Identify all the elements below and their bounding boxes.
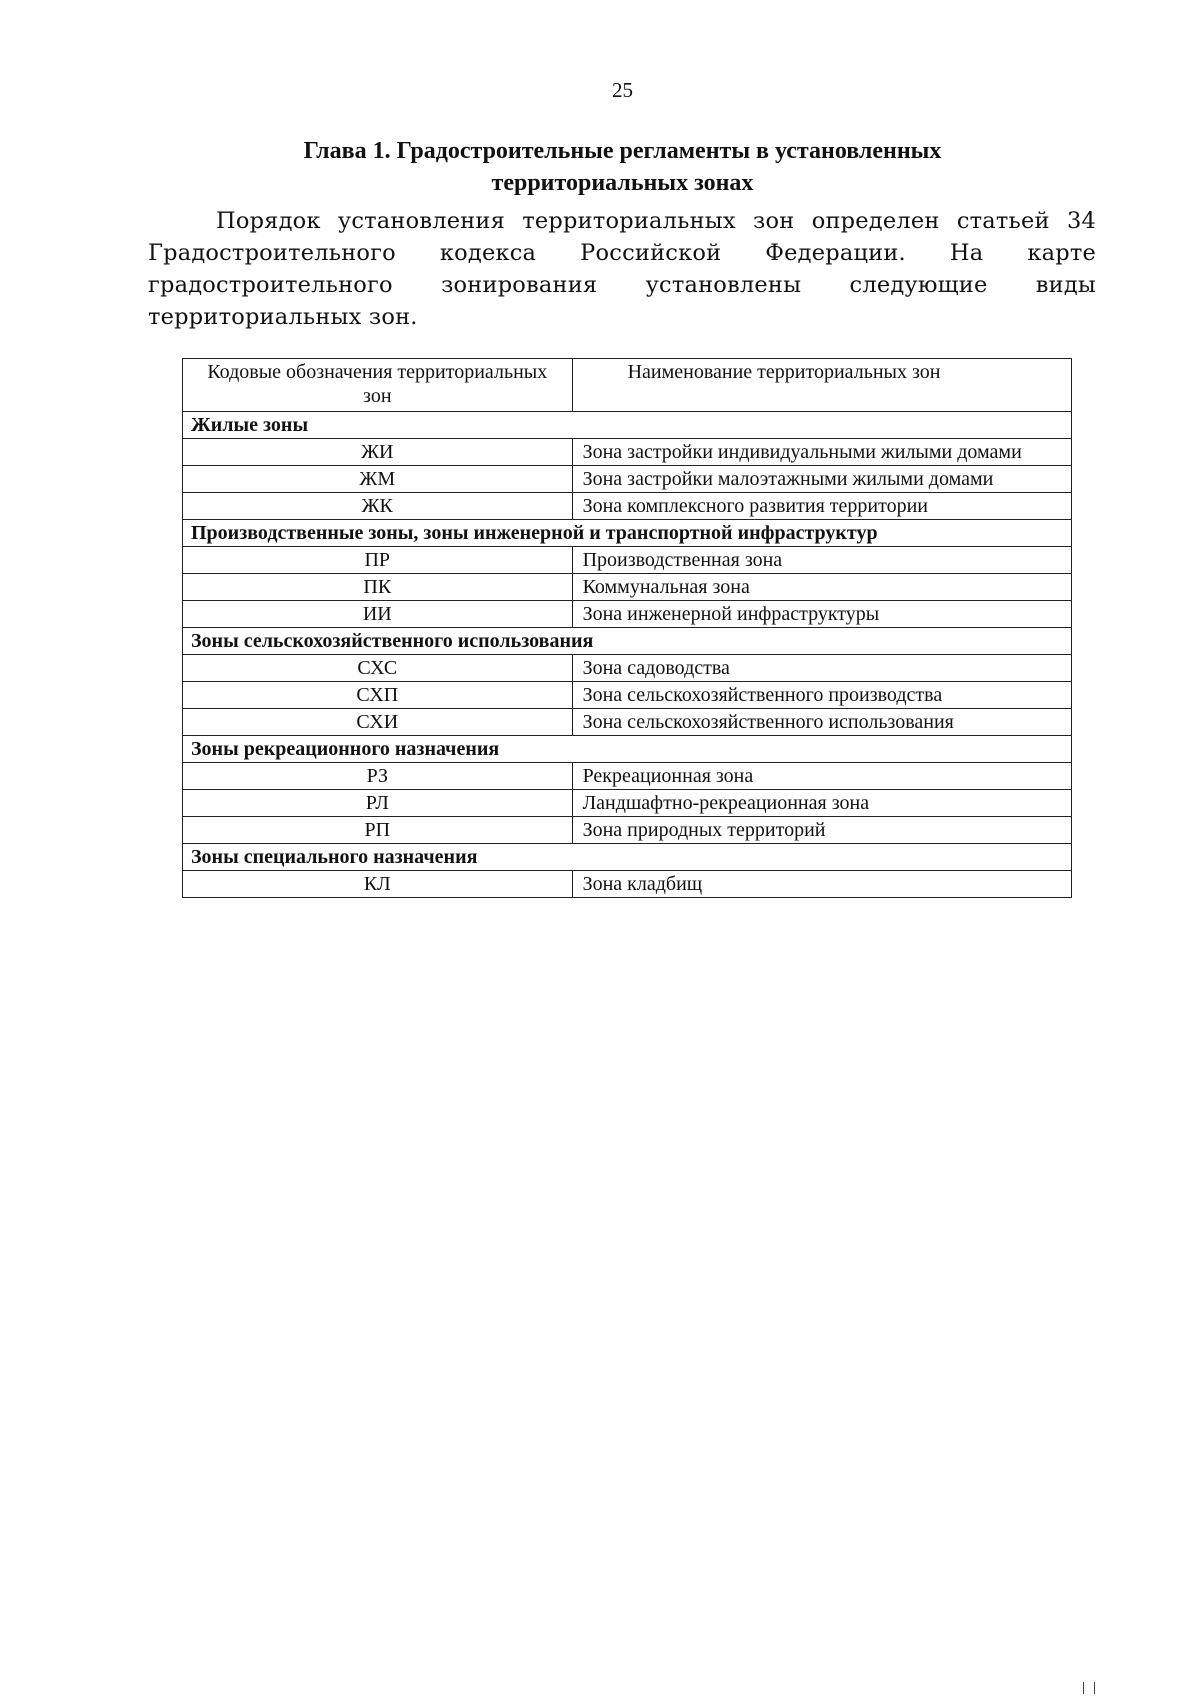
header-code: Кодовые обозначения территориальных зон <box>183 359 573 412</box>
table-row <box>183 574 1072 601</box>
zone-code: РЗ <box>183 763 573 790</box>
group-row <box>183 844 1072 871</box>
intro-paragraph: Порядок установления территориальных зон определен статьей 34 Градостроительного кодекса Российской Федерации. На карте градостроительного зонирования установлены следующие виды территориальных зон. <box>148 208 1096 330</box>
group-title: Производственные зоны, зоны инженерной и транспортной инфраструктур <box>183 520 1072 547</box>
table-row <box>183 547 1072 574</box>
table-row <box>183 871 1072 898</box>
group-title: Зоны рекреационного назначения <box>183 736 1072 763</box>
zone-name: Зона застройки малоэтажными жилыми домами <box>572 466 1071 493</box>
group-row <box>183 628 1072 655</box>
table-row <box>183 439 1072 466</box>
table-row <box>183 601 1072 628</box>
zone-code: ПК <box>183 574 573 601</box>
zone-name: Производственная зона <box>572 547 1071 574</box>
chapter-title-line-2: территориальных зонах <box>491 170 754 196</box>
zone-code: КЛ <box>183 871 573 898</box>
zone-name: Ландшафтно-рекреационная зона <box>572 790 1071 817</box>
group-row <box>183 520 1072 547</box>
zone-name: Зона инженерной инфраструктуры <box>572 601 1071 628</box>
zone-name: Зона сельскохозяйственного использования <box>572 709 1071 736</box>
page-number: 25 <box>612 78 633 102</box>
table-row <box>183 790 1072 817</box>
zone-code: ПР <box>183 547 573 574</box>
zones-table <box>182 358 1072 898</box>
zone-code: СХП <box>183 682 573 709</box>
table-row <box>183 709 1072 736</box>
chapter-title <box>200 135 1045 199</box>
zone-name: Зона садоводства <box>572 655 1071 682</box>
zone-code: ЖК <box>183 493 573 520</box>
zone-name: Зона природных территорий <box>572 817 1071 844</box>
zones-table-body <box>183 412 1072 898</box>
table-row <box>183 682 1072 709</box>
table-row <box>183 655 1072 682</box>
table-header-row <box>183 359 1072 412</box>
table-row <box>183 493 1072 520</box>
group-title: Зоны специального назначения <box>183 844 1072 871</box>
group-row <box>183 736 1072 763</box>
zone-code: РЛ <box>183 790 573 817</box>
zone-code: ЖИ <box>183 439 573 466</box>
zone-name: Рекреационная зона <box>572 763 1071 790</box>
scan-corner-mark <box>1083 1682 1095 1694</box>
zone-code: ИИ <box>183 601 573 628</box>
group-title: Жилые зоны <box>183 412 1072 439</box>
zone-name: Зона кладбищ <box>572 871 1071 898</box>
zone-name: Зона комплексного развития территории <box>572 493 1071 520</box>
chapter-title-line-1: Глава 1. Градостроительные регламенты в установленных <box>303 138 942 164</box>
zone-code: РП <box>183 817 573 844</box>
group-row <box>183 412 1072 439</box>
table-row <box>183 817 1072 844</box>
zone-name: Коммунальная зона <box>572 574 1071 601</box>
group-title: Зоны сельскохозяйственного использования <box>183 628 1072 655</box>
zone-code: СХИ <box>183 709 573 736</box>
zone-name: Зона сельскохозяйственного производства <box>572 682 1071 709</box>
zone-code: ЖМ <box>183 466 573 493</box>
zone-name: Зона застройки индивидуальными жилыми домами <box>572 439 1071 466</box>
table-row <box>183 763 1072 790</box>
table-row <box>183 466 1072 493</box>
zone-code: СХС <box>183 655 573 682</box>
header-name: Наименование территориальных зон <box>572 359 1071 412</box>
